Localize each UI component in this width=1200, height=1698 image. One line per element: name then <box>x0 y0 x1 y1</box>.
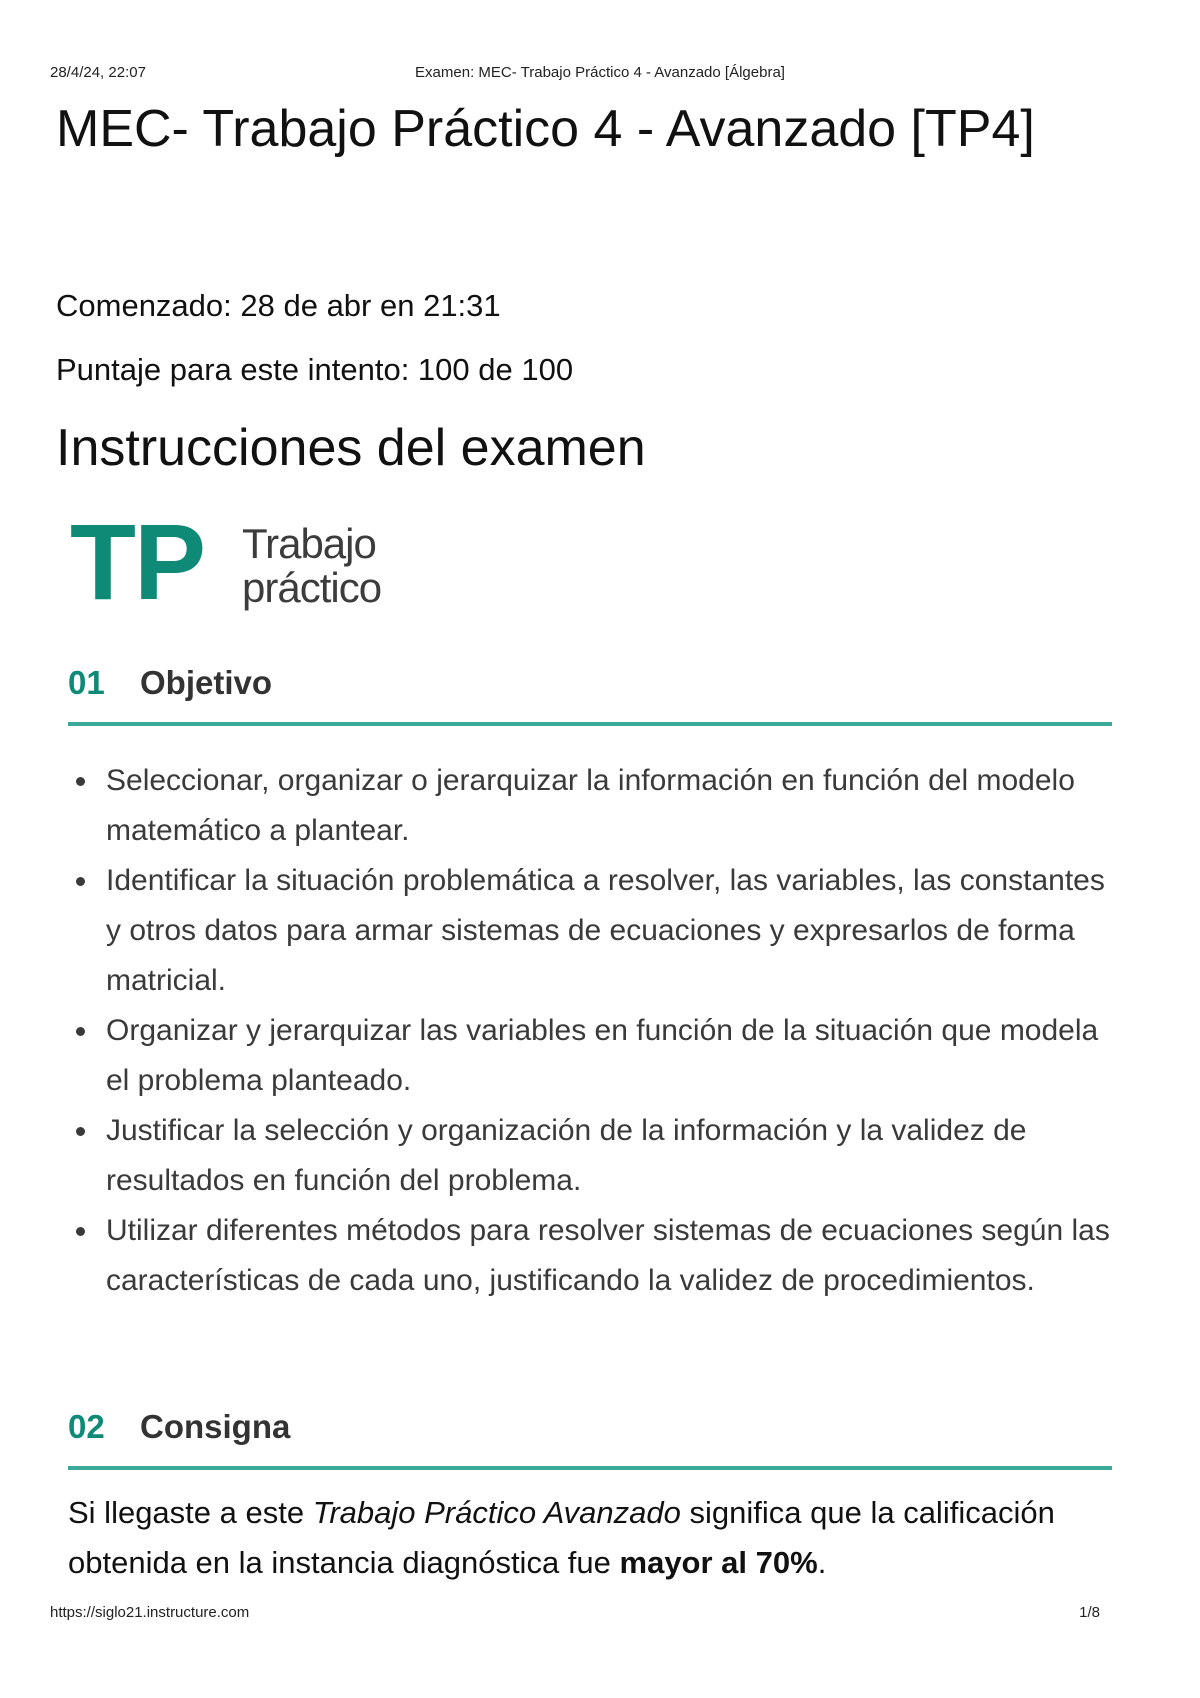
list-item <box>74 856 1114 1006</box>
tp-logo-word-line2: práctico <box>242 564 382 611</box>
consigna-strong: mayor al 70% <box>619 1545 818 1580</box>
bullet-icon <box>76 1227 85 1236</box>
tp-logo-word <box>242 522 381 610</box>
list-item <box>74 1206 1114 1306</box>
instructions-heading: Instrucciones del examen <box>56 419 646 477</box>
consigna-text-part: . <box>817 1545 827 1580</box>
list-item-text: Seleccionar, organizar o jerarquizar la información en función del modelo matemático a plantear. <box>106 764 1075 847</box>
print-url: https://siglo21.instructure.com <box>50 1604 250 1621</box>
bullet-icon <box>76 1127 85 1136</box>
consigna-section-number: 02 <box>68 1408 105 1445</box>
print-header <box>50 64 1150 86</box>
bullet-icon <box>76 877 85 886</box>
exam-title: MEC- Trabajo Práctico 4 - Avanzado [TP4] <box>56 100 1035 158</box>
objective-section-number: 01 <box>68 664 105 701</box>
list-item-text: Organizar y jerarquizar las variables en función de la situación que modela el problema planteado. <box>106 1014 1099 1097</box>
print-footer <box>50 1604 1150 1626</box>
attempt-score: Puntaje para este intento: 100 de 100 <box>56 352 574 387</box>
list-item <box>74 756 1114 856</box>
consigna-paragraph <box>68 1488 1108 1588</box>
list-item <box>74 1106 1114 1206</box>
print-document-title: Examen: MEC- Trabajo Práctico 4 - Avanzado [Álgebra] <box>415 64 785 81</box>
objective-section-title: Objetivo <box>140 664 273 701</box>
objective-section-heading <box>68 652 1112 726</box>
consigna-text-part: significa que la calificación obtenida en la instancia diagnóstica fue <box>68 1495 1055 1580</box>
objectives-list <box>74 756 1114 1306</box>
page-number: 1/8 <box>1079 1604 1100 1621</box>
bullet-icon <box>76 1027 85 1036</box>
list-item <box>74 1006 1114 1106</box>
print-datetime: 28/4/24, 22:07 <box>50 64 146 81</box>
list-item-text: Utilizar diferentes métodos para resolver sistemas de ecuaciones según las características de cada uno, justificando la validez de procedimientos. <box>106 1214 1110 1297</box>
list-item-text: Justificar la selección y organización de la información y la validez de resultados en función del problema. <box>106 1114 1027 1197</box>
tp-logo-word-line1: Trabajo <box>242 520 376 567</box>
consigna-text-part: Si llegaste a este <box>68 1495 313 1530</box>
bullet-icon <box>76 777 85 786</box>
consigna-emphasis: Trabajo Práctico Avanzado <box>312 1495 681 1530</box>
consigna-section-title: Consigna <box>140 1408 291 1445</box>
tp-logo <box>70 501 430 622</box>
consigna-section-heading <box>68 1396 1112 1470</box>
list-item-text: Identificar la situación problemática a resolver, las variables, las constantes y otros datos para armar sistemas de ecuaciones y expresarlos de forma matricial. <box>106 864 1105 997</box>
tp-logo-letters: TP <box>70 501 205 622</box>
started-timestamp: Comenzado: 28 de abr en 21:31 <box>56 288 501 323</box>
